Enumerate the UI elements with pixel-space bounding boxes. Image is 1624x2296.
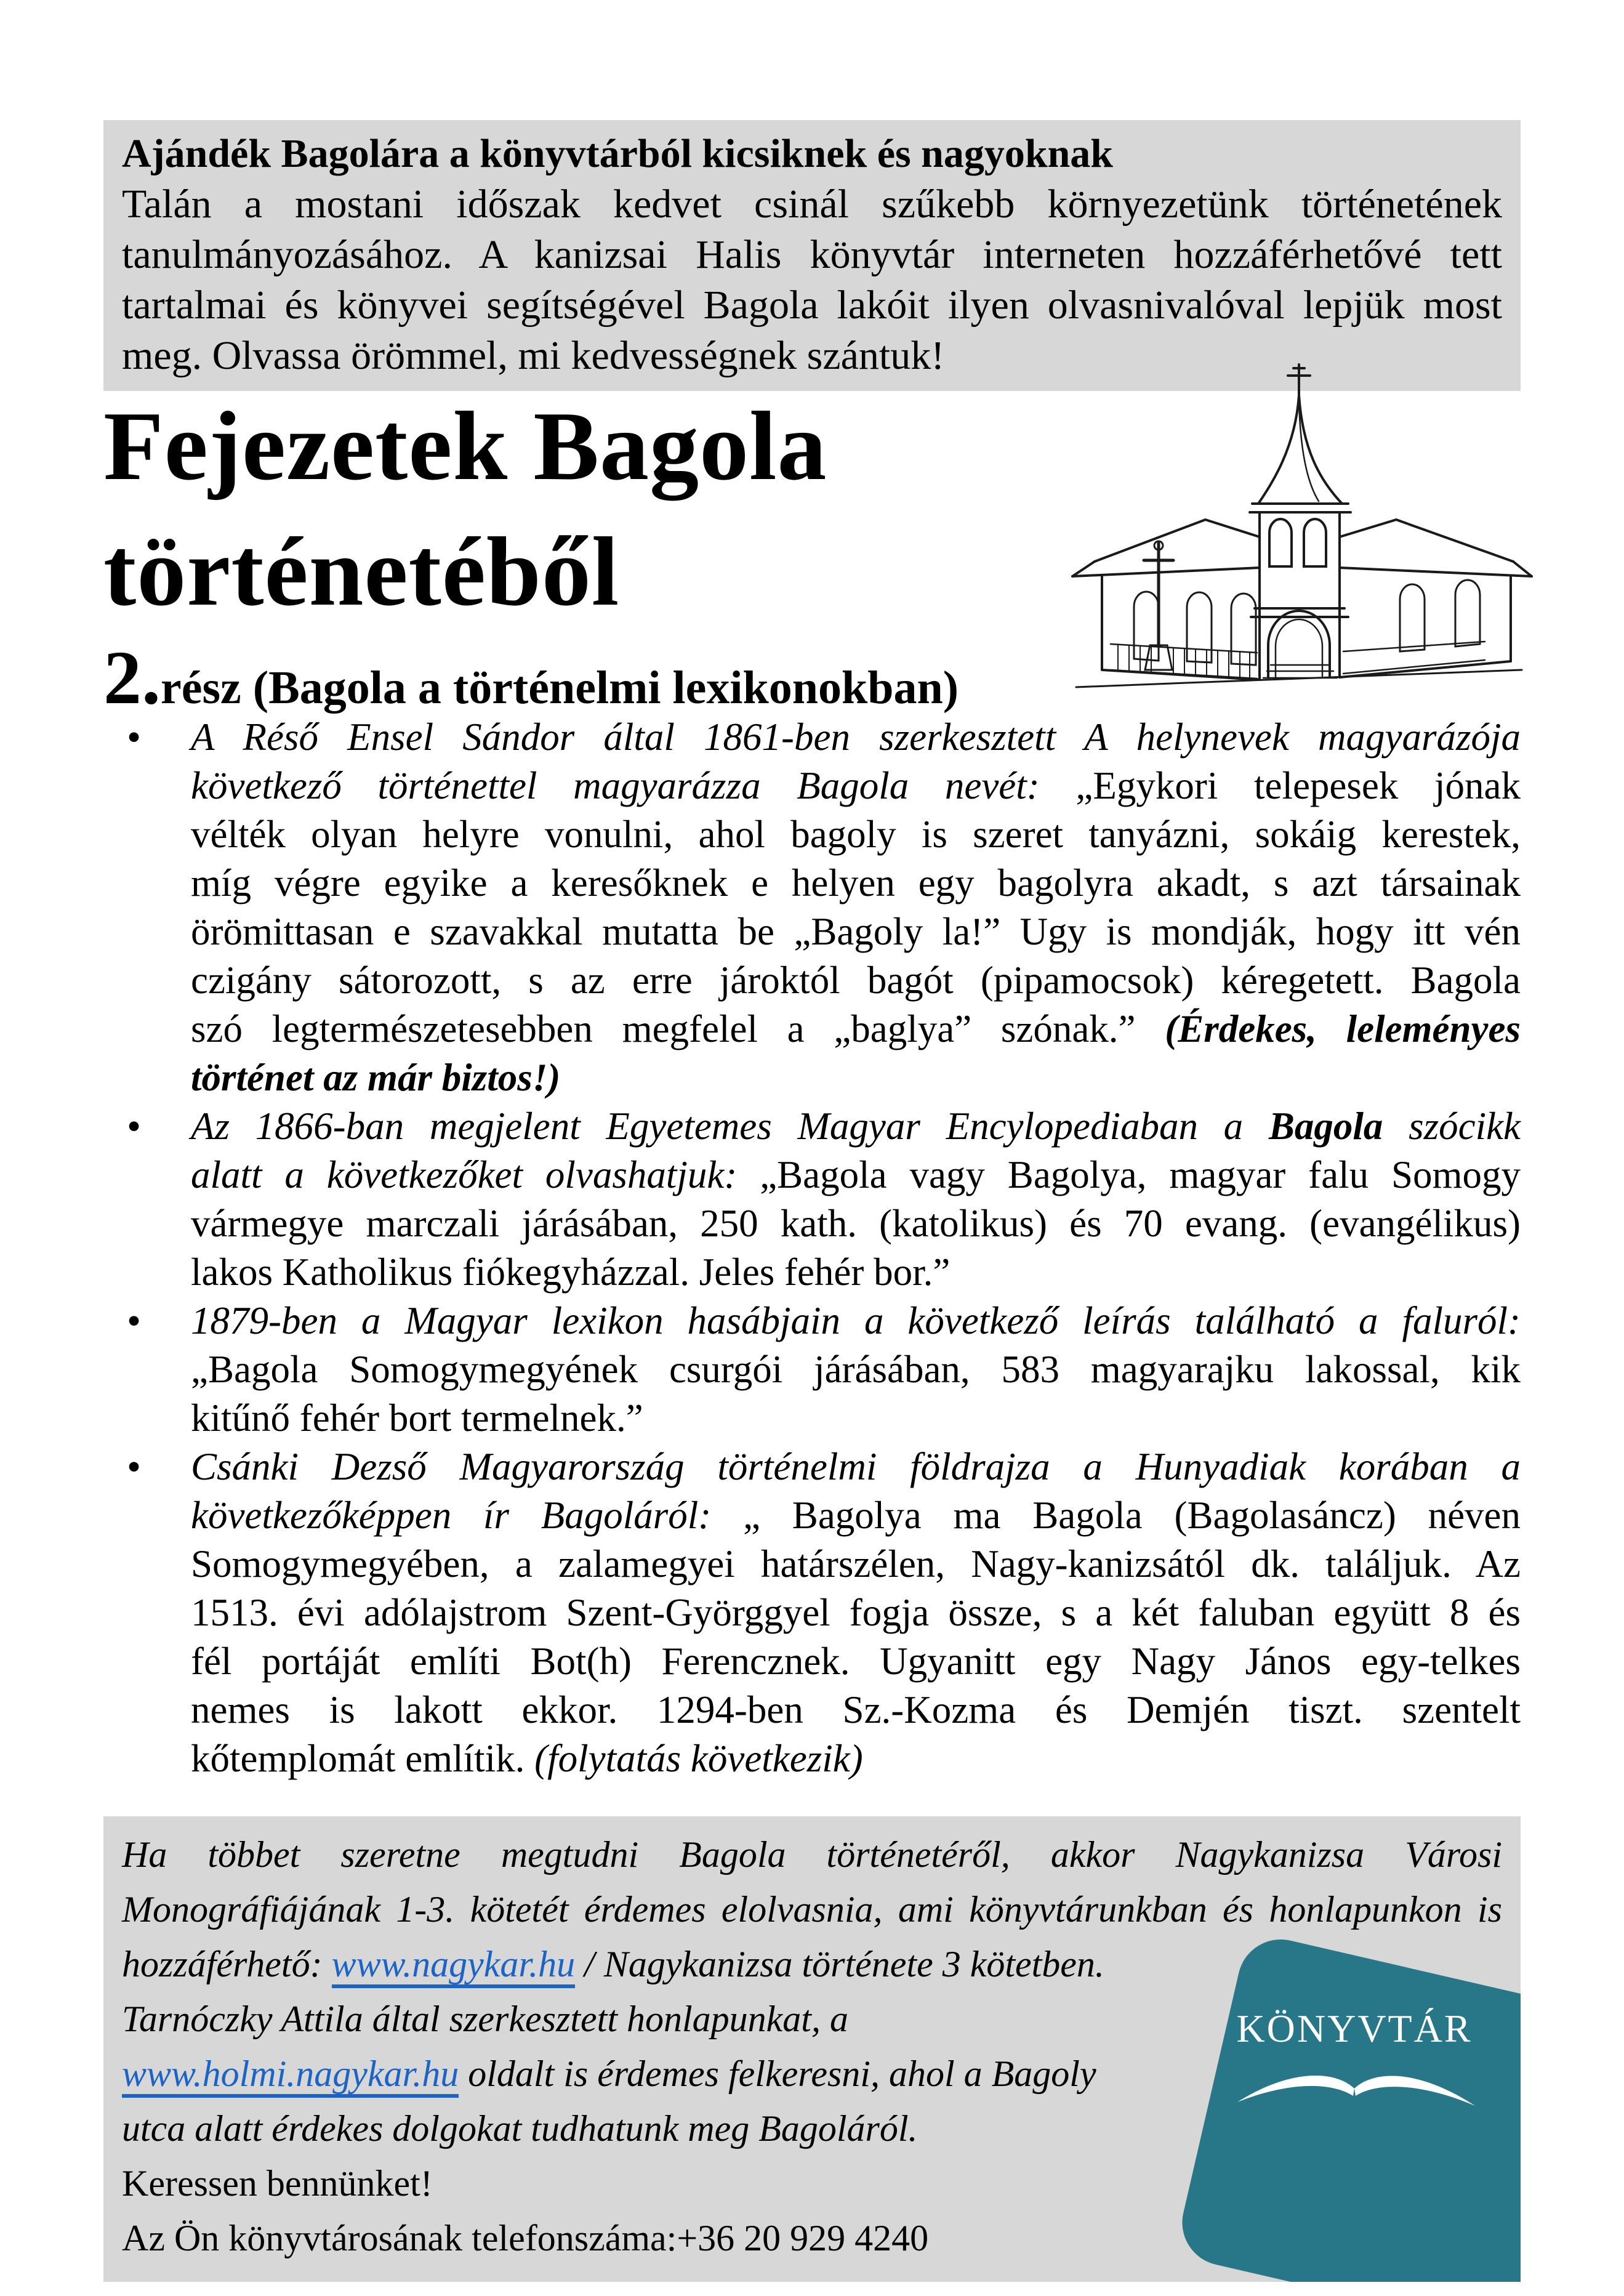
text-segment: „Bagola vagy Bagolya, magyar falu Somogy [760, 1153, 1521, 1196]
text-line [191, 1637, 1521, 1686]
text-segment: czigány sátorozott, s az erre jároktól bagót (pipamocsok) kéregetett. Bagola [191, 959, 1521, 1002]
text-segment: történet az már biztos!) [191, 1056, 561, 1099]
section-subtitle [103, 634, 1521, 722]
page-title [103, 383, 1088, 634]
text-segment: kőtemplomát említik. [191, 1737, 535, 1780]
text-segment: Monográfiájának 1-3. kötetét érdemes elolvasnia, ami könyvtárunkban és honlapunkon is [122, 1889, 1502, 1930]
text-line [122, 1827, 1502, 1882]
text-line [191, 1540, 1521, 1589]
text-segment: szócikk [1383, 1105, 1521, 1148]
bullet-list [103, 713, 1521, 1783]
text-segment: következőképpen ír Bagoláról: [191, 1494, 744, 1537]
bullet-icon: • [127, 1104, 142, 1149]
text-line [191, 1005, 1521, 1053]
list-item [103, 1443, 1521, 1783]
bullet-icon: • [127, 1299, 142, 1343]
subtitle-text: rész (Bagola a történelmi lexikonokban) [161, 662, 959, 714]
text-segment: / Nagykanizsa története 3 kötetben. [575, 1944, 1104, 1984]
list-item [103, 713, 1521, 1102]
text-line [122, 280, 1502, 331]
text-segment: A Réső Ensel Sándor által 1861-ben szerkesztett A helynevek magyarázója [191, 715, 1521, 759]
text-segment: örömittasan e szavakkal mutatta be „Bagoly la!” Ugy is mondják, hogy itt vén [191, 910, 1521, 953]
text-segment: utca alatt érdekes dolgokat tudhatunk meg Bagoláról. [122, 2108, 918, 2149]
text-segment: oldalt is érdemes felkeresni, ahol a Bagoly [459, 2053, 1096, 2094]
text-segment: (folytatás következik) [534, 1737, 863, 1780]
text-line [191, 956, 1521, 1005]
text-segment: Az Ön könyvtárosának telefonszáma:+36 20 929 4240 [122, 2218, 929, 2258]
text-segment: „ Bagolya ma Bagola (Bagolasáncz) néven [743, 1494, 1521, 1537]
text-line [191, 1491, 1521, 1540]
text-segment: Csánki Dezső Magyarország történelmi földrajza a Hunyadiak korában a [191, 1445, 1521, 1488]
text-segment: 1879-ben a Magyar lexikon hasábjain a következő leírás található a faluról: [191, 1299, 1521, 1342]
text-line [191, 859, 1521, 908]
open-book-icon [1213, 2056, 1496, 2119]
text-line [191, 810, 1521, 859]
bullet-icon: • [127, 715, 142, 760]
text-segment: alatt a következőket olvashatjuk: [191, 1153, 760, 1196]
text-line [191, 1734, 1521, 1783]
text-segment: Talán a mostani időszak kedvet csinál szűkebb környezetünk történetének [122, 182, 1502, 227]
text-line [191, 1443, 1521, 1491]
text-segment: szó legtermészetesebben megfelel a „baglya” szónak.” [191, 1007, 1165, 1050]
text-segment: Tarnóczky Attila által szerkesztett honlapunkat, a [122, 1999, 848, 2039]
logo-label: KÖNYVTÁR [1236, 2007, 1473, 2050]
text-line [191, 1248, 1521, 1297]
library-logo [1176, 1927, 1521, 2282]
text-line [191, 1589, 1521, 1637]
text-segment: Az 1866-ban megjelent Egyetemes Magyar Encylopediaban a [191, 1105, 1269, 1148]
text-line [191, 1394, 1521, 1443]
text-segment: Ha többet szeretne megtudni Bagola történetéről, akkor Nagykanizsa Városi [122, 1834, 1502, 1875]
list-item [103, 1102, 1521, 1297]
hyperlink[interactable]: www.nagykar.hu [332, 1944, 576, 1988]
text-segment: tanulmányozásához. A kanizsai Halis könyvtár interneten hozzáférhetővé tett [122, 232, 1502, 277]
logo-content [1213, 2006, 1496, 2119]
text-line [191, 908, 1521, 956]
hyperlink[interactable]: www.holmi.nagykar.hu [122, 2053, 459, 2098]
notice-body [122, 179, 1502, 381]
text-segment: 1513. évi adólajstrom Szent-Györggyel fogja össze, s a két faluban együtt 8 és [191, 1591, 1521, 1634]
text-segment: Bagola [1268, 1105, 1383, 1148]
text-segment: (Érdekes, leleményes [1165, 1007, 1521, 1050]
text-line [191, 1345, 1521, 1394]
text-line [122, 230, 1502, 280]
text-segment: „Egykori telepesek jónak [1075, 764, 1521, 807]
text-segment: míg végre egyike a keresőknek e helyen egy bagolyra akadt, s azt társainak [191, 861, 1521, 904]
text-line [191, 1102, 1521, 1151]
text-line [122, 179, 1502, 230]
notice-heading: Ajándék Bagolára a könyvtárból kicsiknek és nagyoknak [122, 131, 1114, 176]
page-title-line1: Fejezetek Bagola [103, 391, 827, 501]
text-segment: hozzáférhető: [122, 1944, 332, 1984]
text-line [191, 1199, 1521, 1248]
bullet-icon: • [127, 1444, 142, 1489]
text-line [191, 762, 1521, 810]
text-segment: Somogymegyében, a zalamegyei határszélen, Nagy-kanizsától dk. találjuk. Az [191, 1542, 1521, 1585]
text-segment: kitűnő fehér bort termelnek.” [191, 1396, 643, 1440]
notice-box [103, 120, 1521, 391]
text-segment: vármegye marczali járásában, 250 kath. (katolikus) és 70 evang. (evangélikus) [191, 1202, 1521, 1245]
text-line [191, 1053, 1521, 1102]
text-segment: „Bagola Somogymegyének csurgói járásában, 583 magyarajku lakossal, kik [191, 1348, 1521, 1391]
text-line [191, 1686, 1521, 1734]
text-segment: lakos Katholikus fiókegyházzal. Jeles fehér bor.” [191, 1251, 951, 1294]
page-title-line2: történetéből [103, 517, 620, 626]
list-item [103, 1297, 1521, 1443]
text-segment: meg. Olvassa örömmel, mi kedvességnek szántuk! [122, 333, 945, 378]
text-line [191, 1151, 1521, 1199]
text-segment: vélték olyan helyre vonulni, ahol bagoly is szeret tanyázni, sokáig kerestek, [191, 813, 1521, 856]
subtitle-number: 2. [103, 635, 161, 720]
text-segment: következő történettel magyarázza Bagola nevét: [191, 764, 1076, 807]
text-line [191, 713, 1521, 762]
text-segment: tartalmai és könyvei segítségével Bagola lakóit ilyen olvasnivalóval lepjük most [122, 283, 1502, 328]
text-segment: Keressen bennünket! [122, 2163, 433, 2204]
footer-box [103, 1816, 1521, 2282]
text-segment: fél portáját említi Bot(h) Ferencznek. Ugyanitt egy Nagy János egy-telkes [191, 1640, 1521, 1683]
text-line [191, 1297, 1521, 1345]
text-segment: nemes is lakott ekkor. 1294-ben Sz.-Kozma és Demjén tiszt. szentelt [191, 1688, 1521, 1731]
